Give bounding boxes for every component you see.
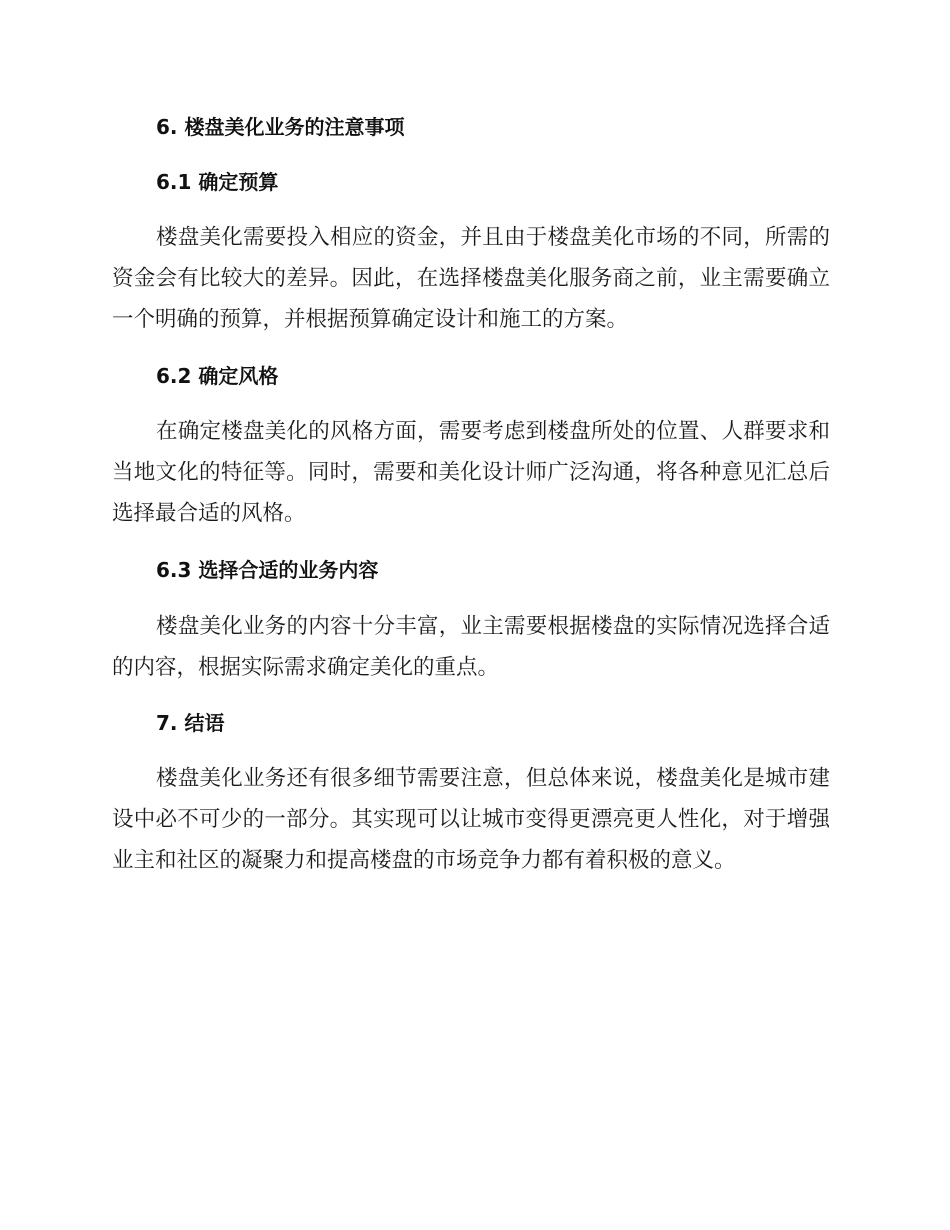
paragraph-6-2: 在确定楼盘美化的风格方面，需要考虑到楼盘所处的位置、人群要求和当地文化的特征等。同时，需要和美化设计师广泛沟通，将各种意见汇总后选择最合适的风格。	[112, 419, 830, 526]
section-heading-6-3: 6.3 选择合适的业务内容	[156, 558, 379, 582]
section-heading-6-2: 6.2 确定风格	[156, 364, 279, 388]
paragraph-6-3: 楼盘美化业务的内容十分丰富，业主需要根据楼盘的实际情况选择合适的内容，根据实际需求确定美化的重点。	[112, 614, 830, 680]
section-heading-7: 7. 结语	[156, 711, 225, 735]
section-heading-6: 6. 楼盘美化业务的注意事项	[156, 115, 405, 139]
section-heading-6-1: 6.1 确定预算	[156, 170, 279, 194]
paragraph-7: 楼盘美化业务还有很多细节需要注意，但总体来说，楼盘美化是城市建设中必不可少的一部分。其实现可以让城市变得更漂亮更人性化，对于增强业主和社区的凝聚力和提高楼盘的市场竞争力都有着积极的意义。	[112, 766, 830, 873]
paragraph-6-1: 楼盘美化需要投入相应的资金，并且由于楼盘美化市场的不同，所需的资金会有比较大的差异。因此，在选择楼盘美化服务商之前，业主需要确立一个明确的预算，并根据预算确定设计和施工的方案。	[112, 225, 830, 332]
